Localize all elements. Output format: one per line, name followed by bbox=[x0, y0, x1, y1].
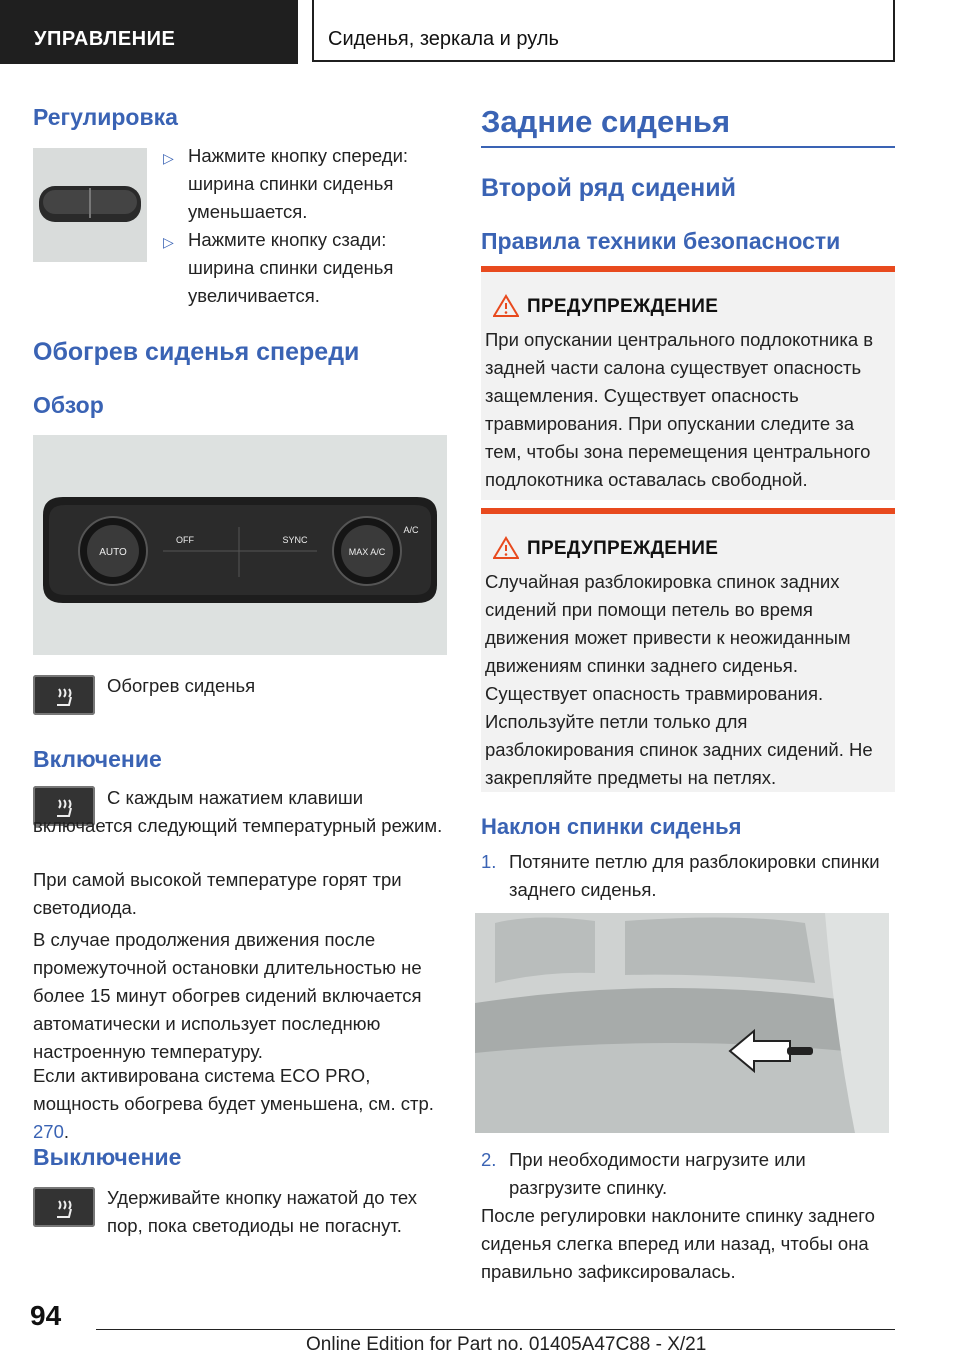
footer-divider bbox=[96, 1329, 895, 1330]
step-1-number: 1. bbox=[481, 851, 497, 872]
step-1-text: Потяните петлю для разблокировки спинки заднего сиденья. bbox=[509, 851, 880, 900]
reg-item-1: Нажмите кнопку спереди: ширина спинки сиденья уменьшается. bbox=[188, 145, 409, 222]
on-heading: Включение bbox=[33, 746, 162, 772]
seat-heating-icon bbox=[33, 675, 95, 715]
header-section-label: УПРАВЛЕНИЕ bbox=[34, 28, 176, 50]
step-2-text: При необходимости нагрузите или разгрузите спинку. bbox=[509, 1149, 806, 1198]
overview-heading: Обзор bbox=[33, 392, 104, 418]
heading-underline bbox=[481, 146, 895, 148]
warning-label: ПРЕДУПРЕЖДЕНИЕ bbox=[527, 296, 719, 317]
width-button-illustration bbox=[33, 148, 147, 262]
regulirovka-heading: Регулировка bbox=[33, 104, 178, 130]
page-link-270[interactable]: 270 bbox=[33, 1121, 64, 1142]
on-text-3: В случае продолжения движения после промежуточной остановки длительностью не более 15 минут обогрев сидений включается автоматически и использует последнюю настроенную температуру. bbox=[33, 929, 422, 1062]
second-row-heading: Второй ряд сидений bbox=[481, 174, 736, 202]
off-heading: Выключение bbox=[33, 1144, 182, 1170]
header-chapter-box bbox=[312, 0, 895, 62]
header-section-tab bbox=[0, 0, 298, 64]
off-label: OFF bbox=[176, 535, 194, 545]
width-button-image bbox=[33, 148, 147, 262]
rear-seat-illustration bbox=[475, 913, 889, 1133]
bullet-triangle-icon: ▷ bbox=[163, 234, 174, 250]
off-text: Удерживайте кнопку нажатой до тех пор, пока светодиоды не погаснут. bbox=[107, 1187, 418, 1236]
heating-heading: Обогрев сиденья спереди bbox=[33, 338, 360, 366]
warning-box-2 bbox=[481, 508, 895, 792]
on-text-4: Если активирована система ECO PRO, мощность обогрева будет уменьшена, см. стр. 270. bbox=[33, 1065, 434, 1142]
warning-triangle-icon bbox=[493, 294, 519, 318]
warning-box-1 bbox=[481, 266, 895, 500]
ac-label: A/C bbox=[403, 525, 419, 535]
after-text: После регулировки наклоните спинку заднего сиденья слегка вперед или назад, чтобы она правильно зафиксировалась. bbox=[481, 1205, 875, 1282]
safety-heading: Правила техники безопасности bbox=[481, 228, 841, 254]
seat-heating-label: Обогрев сиденья bbox=[107, 675, 256, 696]
on-text-2: При самой высокой температуре горят три светодиода. bbox=[33, 869, 402, 918]
warning-text-1: При опускании центрального подлокотника в задней части салона существует опасность защемления. Существует опасность травмирования. При опускании следите за тем, чтобы зона перемещения центрального подлокотника оставалась свободной. bbox=[485, 329, 874, 490]
footer-edition: Online Edition for Part no. 01405A47C88 - X/21 bbox=[306, 1334, 707, 1355]
warning-text-2: Случайная разблокировка спинок задних сидений при помощи петель во время движения может привести к неожиданным движениям спинки заднего сиденья. Существует опасность травмирования. Используйте петли только для разблокирования спинок задних сидений. Не закрепляйте предметы на петлях. bbox=[485, 571, 873, 788]
max-ac-label: MAX A/C bbox=[348, 547, 386, 557]
on-text-4-body: Если активирована система ECO PRO, мощность обогрева будет уменьшена, см. стр. bbox=[33, 1065, 434, 1114]
reg-item-2: Нажмите кнопку сзади: ширина спинки сиденья увеличивается. bbox=[188, 229, 394, 306]
bullet-triangle-icon: ▷ bbox=[163, 150, 174, 166]
warning-label: ПРЕДУПРЕЖДЕНИЕ bbox=[527, 538, 719, 559]
on-text-1: С каждым нажатием клавиши включается следующий температурный режим. bbox=[33, 787, 443, 836]
warning-triangle-icon bbox=[493, 536, 519, 560]
tilt-heading: Наклон спинки сиденья bbox=[481, 814, 742, 839]
header-chapter-label: Сиденья, зеркала и руль bbox=[328, 28, 559, 50]
seat-heating-icon bbox=[33, 1187, 95, 1227]
sync-label: SYNC bbox=[282, 535, 308, 545]
page-number: 94 bbox=[30, 1300, 62, 1331]
auto-label: AUTO bbox=[99, 547, 127, 558]
step-2-number: 2. bbox=[481, 1149, 497, 1170]
climate-panel-image bbox=[33, 435, 447, 655]
rear-seat-image bbox=[475, 913, 889, 1133]
rear-seats-heading: Задние сиденья bbox=[481, 104, 731, 139]
climate-panel-illustration bbox=[33, 435, 447, 655]
